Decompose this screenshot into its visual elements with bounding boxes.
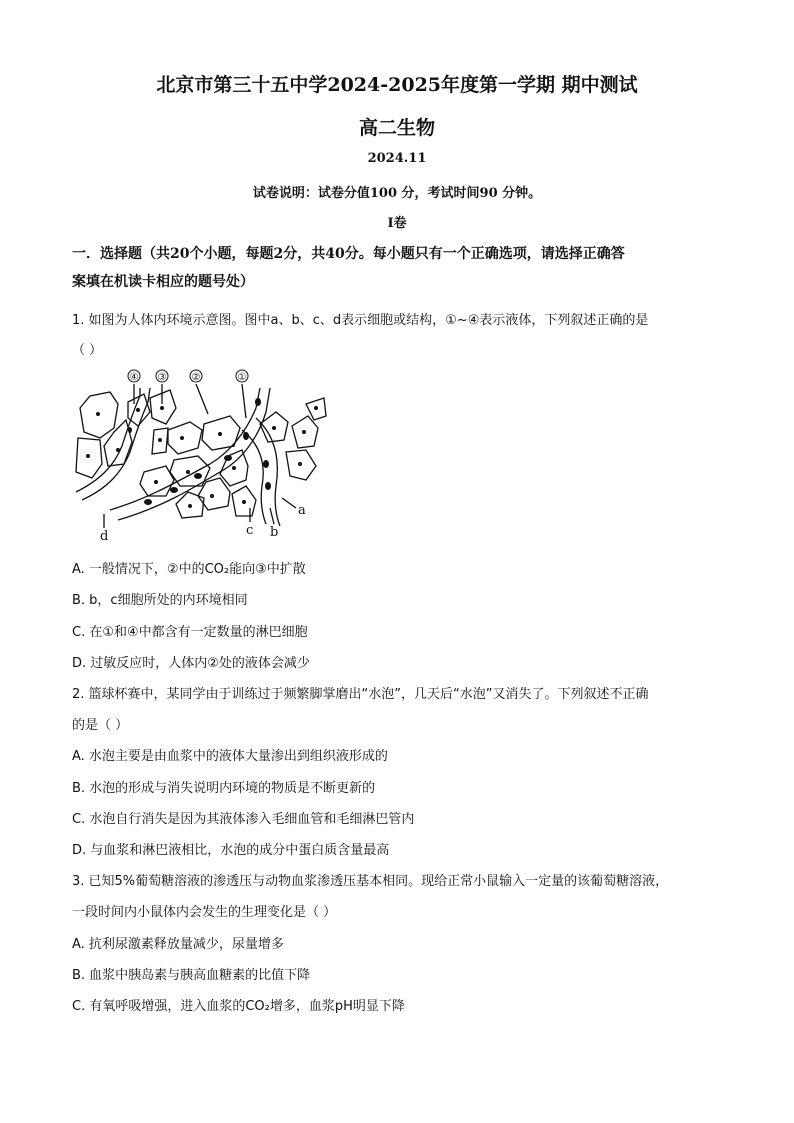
q2-option-b: B. 水泡的形成与消失说明内环境的物质是不断更新的: [72, 781, 376, 796]
internal-environment-figure: [70, 368, 330, 546]
figure-label-c: c: [246, 523, 254, 538]
section-heading-line1: 一．选择题（共20个小题，每题2分，共40分。每小题只有一个正确选项，请选择正确答: [72, 246, 625, 262]
q1-option-a: A. 一般情况下，②中的CO₂能向③中扩散: [72, 562, 306, 577]
q1-stem-line1: 1. 如图为人体内环境示意图。图中a、b、c、d表示细胞或结构，①~④表示液体，下列叙述正确的是: [72, 313, 649, 328]
section-heading-line2: 案填在机读卡相应的题号处）: [72, 274, 254, 290]
figure-label-d: d: [100, 529, 109, 544]
q2-stem-line2: 的是（ ）: [72, 718, 129, 733]
q3-stem-line2: 一段时间内小鼠体内会发生的生理变化是（ ）: [72, 905, 337, 920]
figure-label-a: a: [298, 503, 306, 518]
q3-option-b: B. 血浆中胰岛素与胰高血糖素的比值下降: [72, 968, 311, 983]
exam-note: 试卷说明：试卷分值100 分，考试时间90 分钟。: [252, 186, 542, 201]
figure-label-2: ②: [191, 372, 201, 383]
q2-option-c: C. 水泡自行消失是因为其液体渗入毛细血管和毛细淋巴管内: [72, 812, 415, 827]
figure-label-1: ①: [237, 372, 247, 383]
q3-option-c: C. 有氧呼吸增强，进入血浆的CO₂增多，血浆pH明显下降: [72, 999, 405, 1014]
figure-label-b: b: [270, 525, 279, 540]
q1-option-d: D. 过敏反应时，人体内②处的液体会减少: [72, 656, 310, 671]
exam-title: 北京市第三十五中学2024-2025年度第一学期 期中测试: [156, 74, 638, 96]
exam-date: 2024.11: [367, 151, 427, 166]
q3-stem-line1: 3. 已知5%葡萄糖溶液的渗透压与动物血浆渗透压基本相同。现给正常小鼠输入一定量的该葡萄糖溶液，: [72, 874, 669, 889]
q2-option-a: A. 水泡主要是由血浆中的液体大量渗出到组织液形成的: [72, 749, 388, 764]
q1-option-c: C. 在①和④中都含有一定数量的淋巴细胞: [72, 625, 308, 640]
figure-label-4: ④: [129, 372, 139, 383]
volume-label: I卷: [387, 216, 407, 231]
q1-option-b: B. b，c细胞所处的内环境相同: [72, 593, 248, 608]
q1-stem-line2: （ ）: [72, 343, 103, 358]
figure-label-3: ③: [157, 372, 167, 383]
q3-option-a: A. 抗利尿激素释放量减少，尿量增多: [72, 937, 284, 952]
q2-option-d: D. 与血浆和淋巴液相比，水泡的成分中蛋白质含量最高: [72, 843, 390, 858]
exam-subject: 高二生物: [358, 117, 435, 139]
q2-stem-line1: 2. 篮球杯赛中，某同学由于训练过于频繁脚掌磨出“水泡”，几天后“水泡”又消失了。下列叙述不正确: [72, 687, 649, 702]
